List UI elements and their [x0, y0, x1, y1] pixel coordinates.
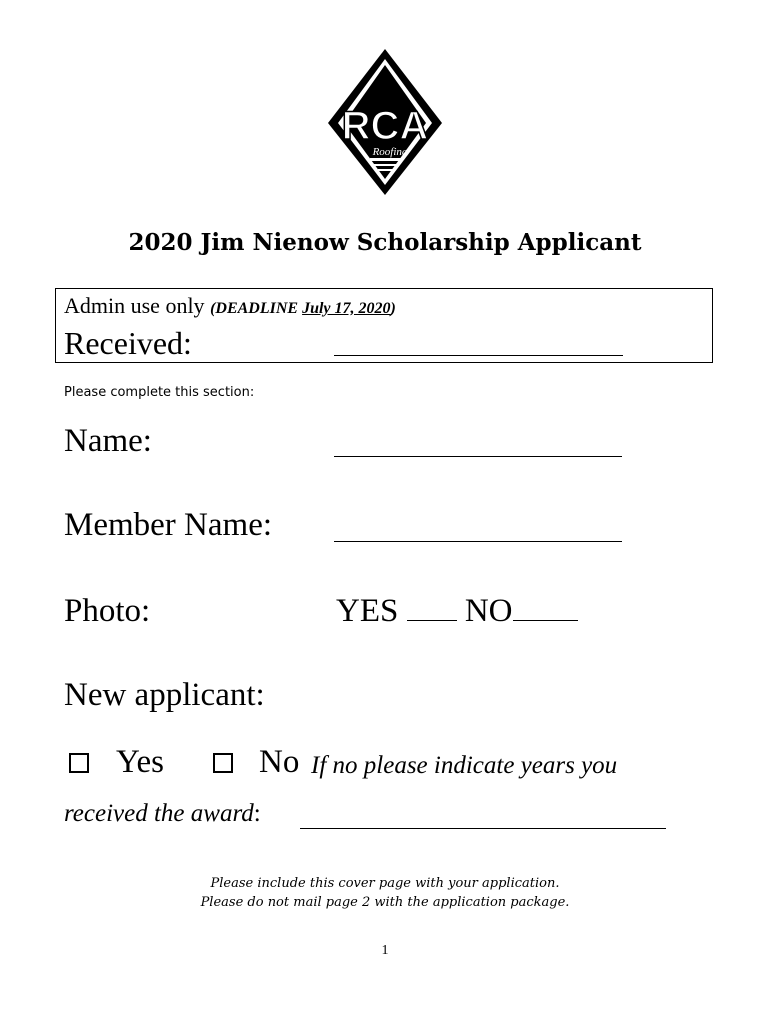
deadline-suffix: ) — [390, 300, 396, 317]
yes-checkbox[interactable] — [69, 753, 89, 773]
photo-no-blank[interactable] — [513, 620, 578, 621]
admin-section — [55, 288, 713, 363]
photo-yes-blank[interactable] — [407, 620, 457, 621]
photo-label: Photo: — [64, 593, 151, 629]
rca-logo — [326, 47, 444, 197]
section-instructions: Please complete this section: — [64, 385, 255, 400]
member-name-label: Member Name: — [64, 507, 273, 543]
photo-yes-label: YES — [336, 593, 399, 629]
received-award-line — [64, 800, 261, 828]
svg-text:Roofing: Roofing — [372, 146, 408, 158]
admin-label: Admin use only — [64, 293, 205, 318]
admin-header — [64, 293, 396, 319]
no-checkbox[interactable] — [213, 753, 233, 773]
deadline-note — [210, 300, 396, 317]
footer-note-1: Please include this cover page with your application. — [210, 876, 560, 891]
page-number: 1 — [381, 943, 389, 958]
deadline-date: July 17, 2020 — [302, 300, 391, 317]
name-blank-line[interactable] — [334, 456, 622, 457]
received-award-blank-line[interactable] — [300, 828, 666, 829]
received-blank-line[interactable] — [334, 355, 623, 356]
received-award-label: received the award — [64, 800, 254, 827]
no-label: No — [259, 744, 300, 780]
page-title: 2020 Jim Nienow Scholarship Applicant — [128, 229, 642, 256]
received-label: Received: — [64, 325, 192, 361]
footer-note-2: Please do not mail page 2 with the application package. — [200, 895, 570, 910]
member-name-blank-line[interactable] — [334, 541, 622, 542]
photo-options — [336, 593, 578, 630]
name-label: Name: — [64, 423, 152, 459]
if-no-prompt: If no please indicate years you — [311, 752, 618, 779]
yes-label: Yes — [116, 744, 165, 780]
deadline-prefix: (DEADLINE — [210, 300, 303, 317]
logo-lettering: RCA — [341, 104, 429, 148]
photo-no-label: NO — [464, 593, 513, 629]
received-award-colon: : — [253, 800, 261, 827]
new-applicant-label: New applicant: — [64, 677, 265, 713]
